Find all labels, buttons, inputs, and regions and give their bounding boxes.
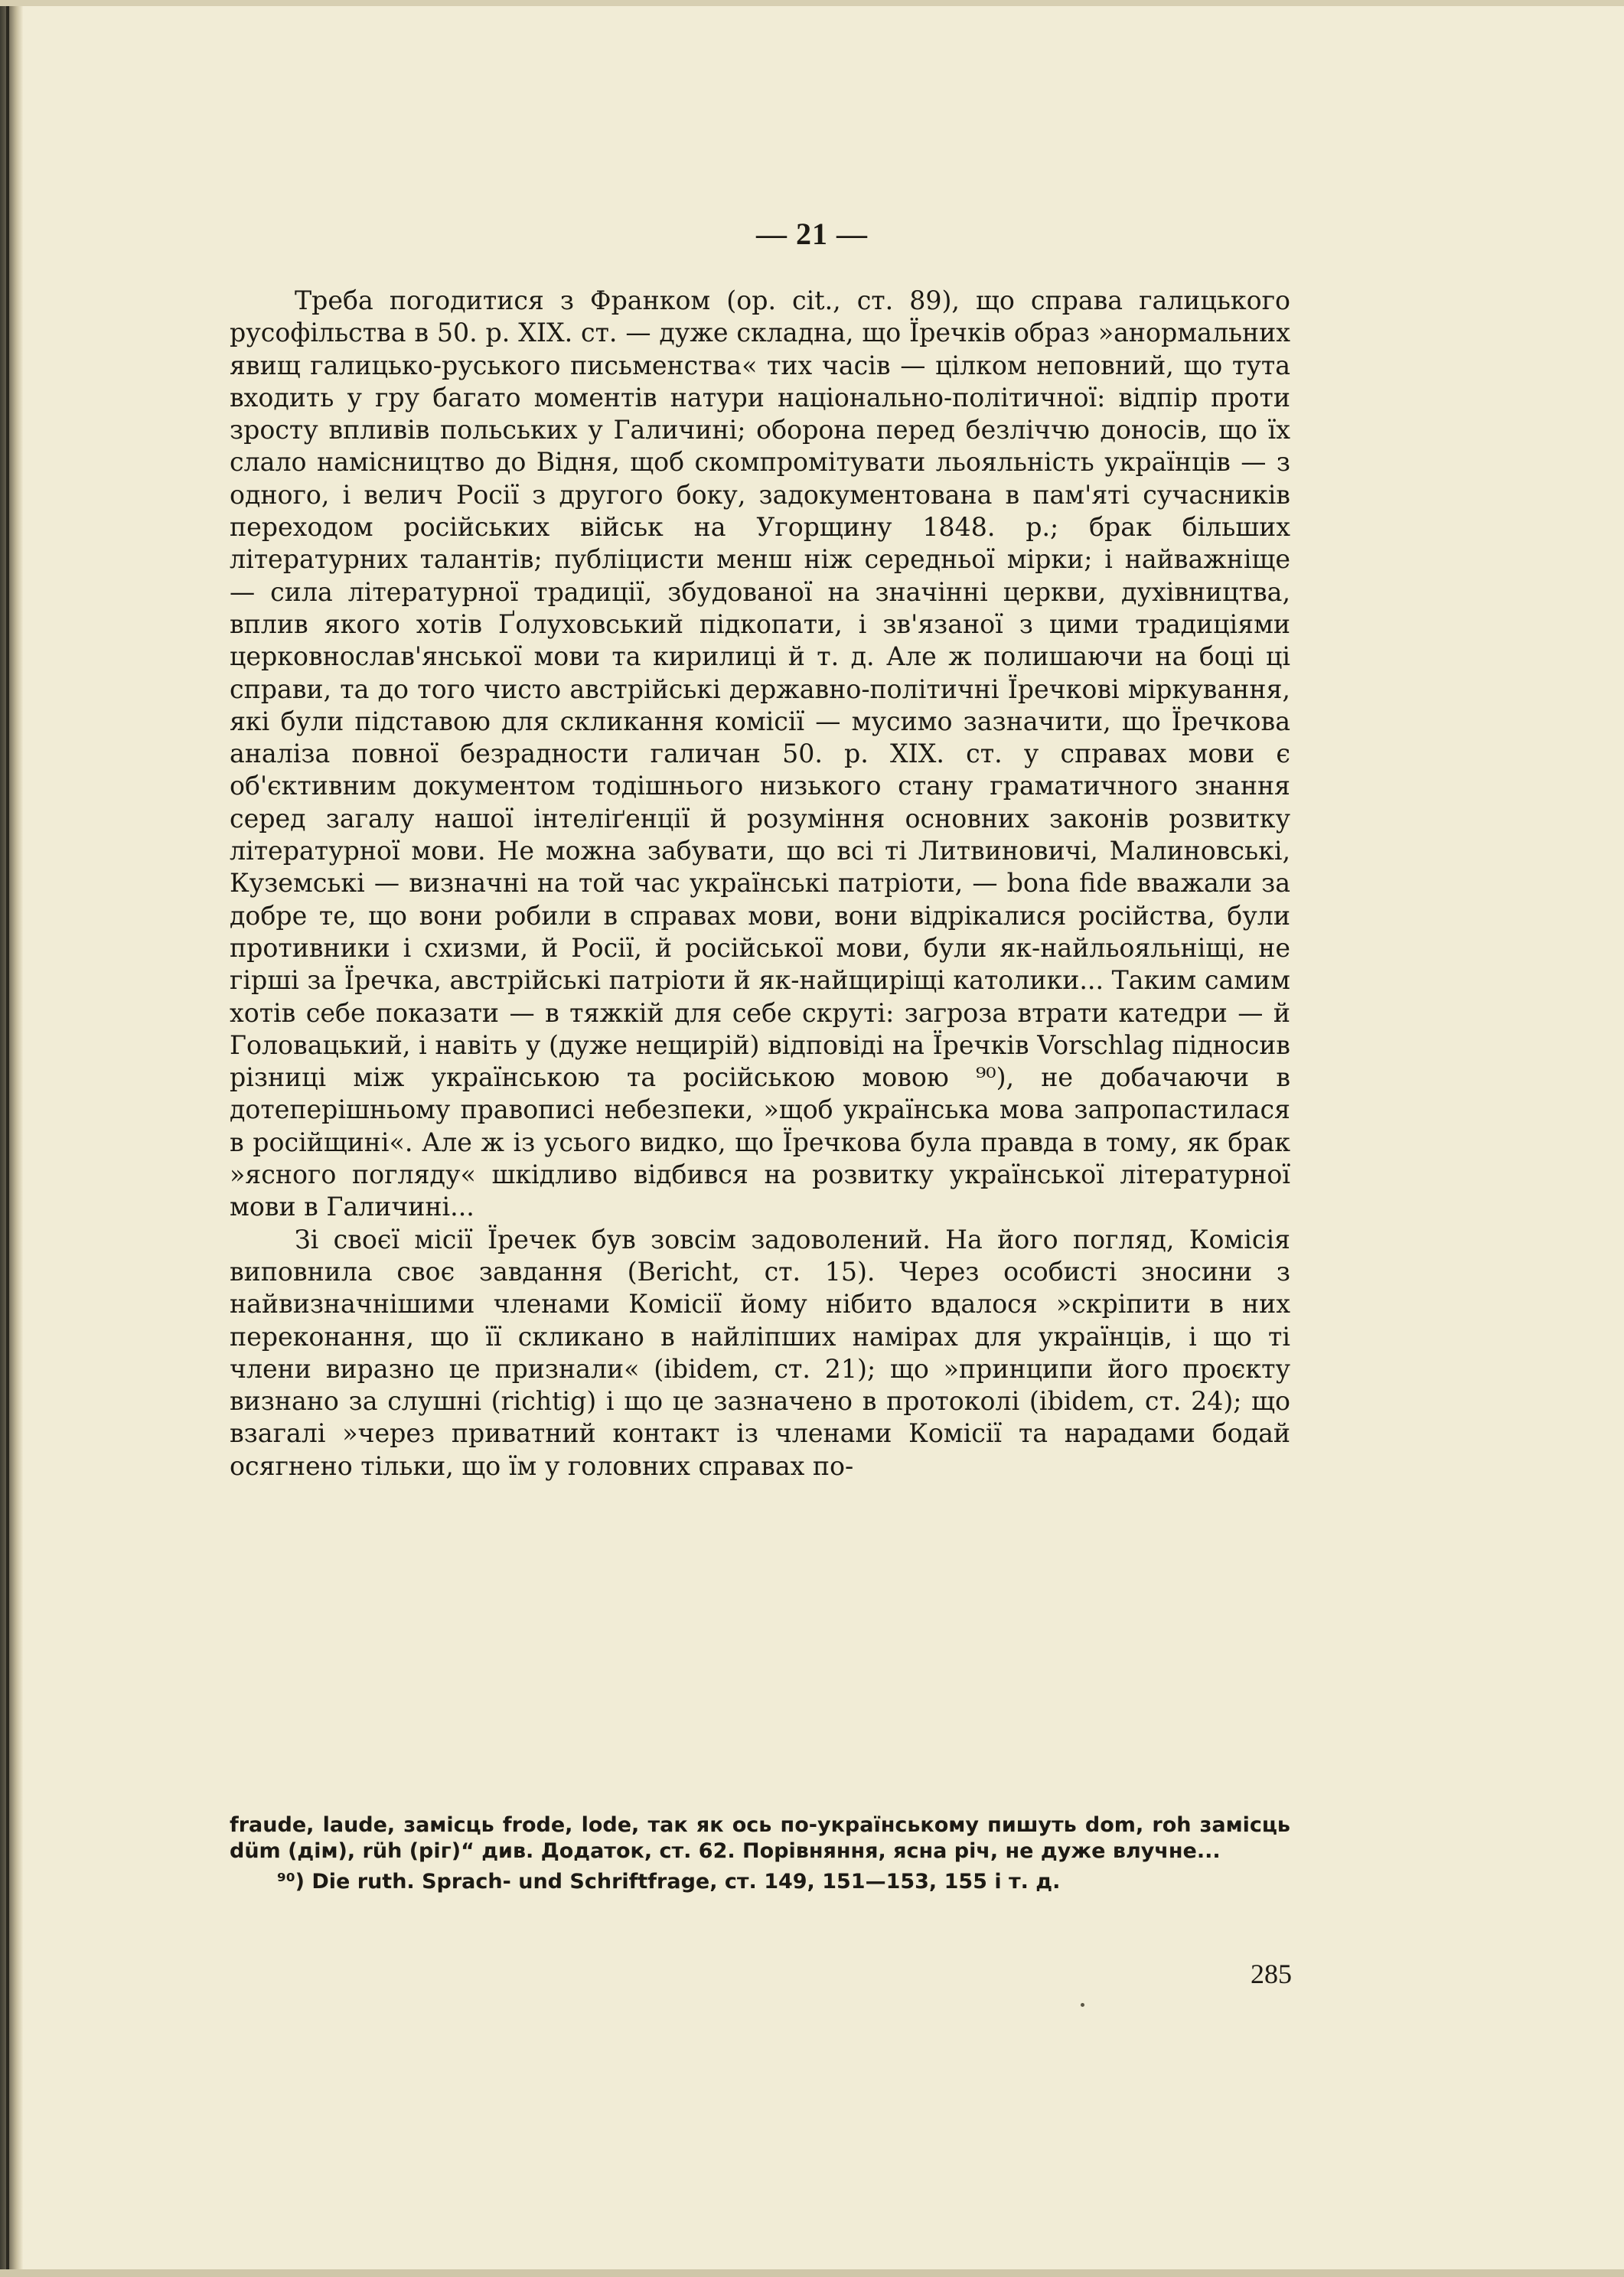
binding-shadow — [0, 0, 23, 2277]
top-edge — [0, 0, 1624, 6]
paragraph-2: Зі своєї місії Їречек був зовсім задоволений. На його погляд, Комісія виповнила своє завдання (Bericht, ст. 15). Через особисті зносини з найвизначнішими членами Комісії йому нібито вдалося »скріпити в них переконання, що її скликано в найліпших намірах для українців, і що ті члени виразно це признали« (ibidem, ст. 21); що »принципи його проєкту визнано за слушні (richtig) і що це зазначено в протоколі (ibidem, ст. 24); що взагалі »через приватний контакт із членами Комісії та нарадами бодай осягнено тільки, що їм у головних справах по- — [230, 1224, 1290, 1481]
bottom-edge — [0, 2269, 1624, 2277]
folio-number: 285 — [1251, 1959, 1292, 1989]
main-text — [230, 285, 1290, 1483]
binding-line — [6, 0, 9, 2277]
footnotes — [230, 1812, 1290, 1895]
footnote-continuation: fraude, laude, замісць frode, lode, так як ось по-українському пишуть dom, roh замісць düm (дім), rüh (ріг)“ див. Додаток, ст. 62. Порівняння, ясна річ, не дуже влучне... — [230, 1813, 1290, 1863]
footnote-90: ⁹⁰) Die ruth. Sprach- und Schriftfrage, ст. 149, 151—153, 155 і т. д. — [277, 1870, 1061, 1894]
paper-speck — [1081, 2003, 1084, 2007]
paragraph-1: Треба погодитися з Франком (op. cit., ст. 89), що справа галицького русофільства в 50. р. XIX. ст. — дуже складна, що Їречків образ »анормальних явищ галицько-руського письменства« тих часів — цілком неповний, що тута входить у гру багато моментів натури національно-політичної: відпір проти зросту впливів польських у Галичині; оборона перед безліччю доносів, що їх слало намісництво до Відня, щоб скомпромітувати льояльність українців — з одного, і велич Росії з другого боку, задокументована в пам'яті сучасників переходом російських військ на Угорщину 1848. р.; брак більших літературних талантів; публіцисти менш ніж середньої мірки; і найважніще — сила літературної традиції, збудованої на значінні церкви, духівництва, вплив якого хотів Ґолуховський підкопати, і зв'язаної з цими традиціями церковнослав'янської мови та кирилиці й т. д. Але ж полишаючи на боці ці справи, та до того чисто австрійські державно-політичні Їречкові міркування, які були підставою для скликання комісії — мусимо зазначити, що Їречкова аналіза повної безрадности галичан 50. р. XIX. ст. у справах мови є об'єктивним документом тодішнього низького стану граматичного знання серед загалу нашої інтеліґенції й розуміння основних законів розвитку літературної мови. Не можна забувати, що всі ті Литвиновичі, Малиновські, Куземські — визначні на той час українські патріоти, — bona fide вважали за добре те, що вони робили в справах мови, вони відрікалися російства, були противники і схизми, й Росії, й російської мови, були як-найльояльніщі, не гірші за Їречка, австрійські патріоти й як-найщиріщі католики... Таким самим хотів себе показати — в тяжкій для себе скруті: загроза втрати катедри — й Головацький, і навіть у (дуже нещирій) відповіді на Їречків Vorschlag підносив різниці між українською та російською мовою ⁹⁰), не добачаючи в дотеперішньому правописі небезпеки, »щоб українська мова запропастилася в російщині«. Але ж із усього видко, що Їречкова була правда в тому, як брак »ясного погляду« шкідливо відбився на розвитку української літературної мови в Галичині... — [230, 285, 1290, 1222]
page-header: — 21 — — [756, 217, 868, 251]
